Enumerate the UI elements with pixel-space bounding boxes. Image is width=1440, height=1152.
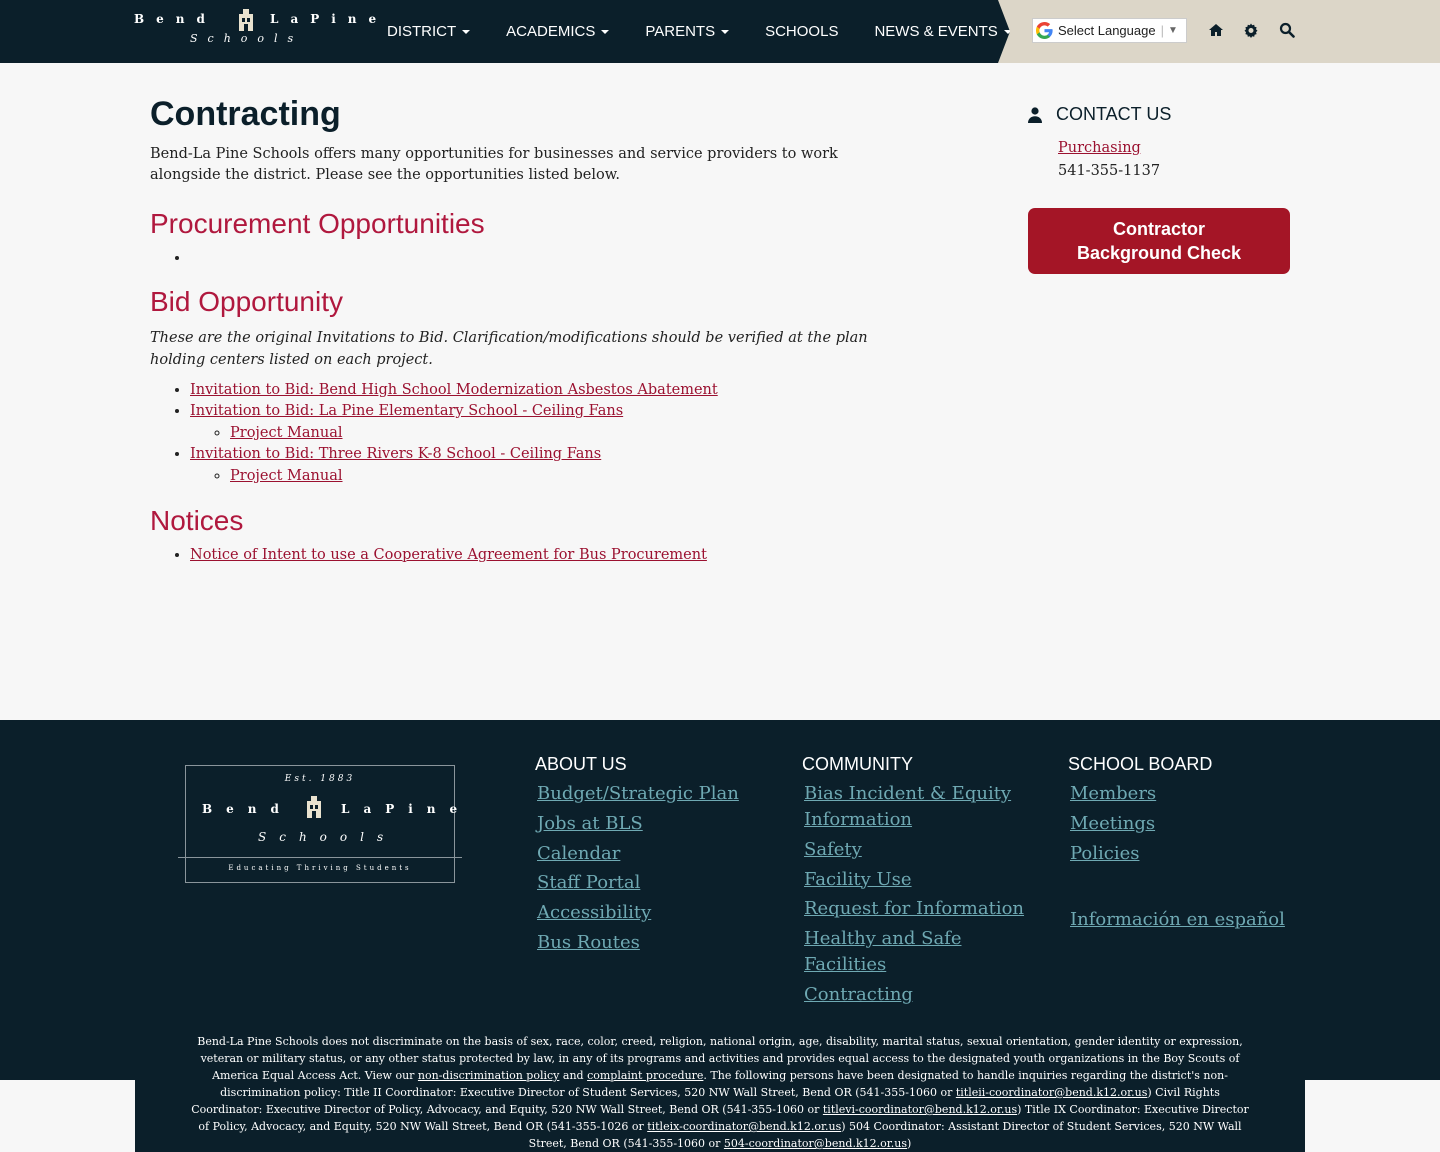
- list-item: [230, 466, 880, 488]
- disclaimer-text: ) Civil Rights Coordinator: Executive Director of Policy, Advocacy, and Equity, 520 NW Wall Street, Bend OR (541-355-1060 or: [191, 1086, 1220, 1116]
- disclaimer-text: Bend-La Pine Schools does not discriminate on the basis of sex, race, color, creed, religion, national origin, age, disability, marital status, sexual orientation, gender identity or expression, veteran or military status, or any other status protected by law, in any of its programs and activities and provides equal access to the designated youth organizations in the Boy Scouts of America Equal Access Act. View our: [197, 1035, 1243, 1082]
- nav-label: PARENTS: [645, 23, 716, 40]
- logo-word-lapine: LaPine: [270, 12, 389, 26]
- procurement-heading: Procurement Opportunities: [150, 208, 485, 239]
- search-icon[interactable]: [1279, 22, 1295, 38]
- main-nav: [387, 0, 1048, 63]
- bid-heading: Bid Opportunity: [150, 285, 343, 317]
- language-label: Select Language: [1058, 23, 1156, 38]
- footer-link-spanish[interactable]: Información en español: [1070, 908, 1285, 930]
- main-content: [150, 90, 880, 567]
- disclaimer-text: ): [907, 1137, 912, 1150]
- footer-link-safety[interactable]: Safety: [804, 838, 862, 860]
- caret-down-icon: [601, 30, 609, 34]
- intro-text: Bend-La Pine Schools offers many opportunities for businesses and service providers to work alongside the district. Please see the opportunities listed below.: [150, 146, 838, 183]
- logo-divider: [178, 857, 462, 858]
- logo-word-schools: Schools: [190, 32, 304, 45]
- contact-heading: [1028, 104, 1290, 125]
- notice-link-bus-procurement[interactable]: Notice of Intent to use a Cooperative Agreement for Bus Procurement: [190, 547, 707, 563]
- nav-label: ACADEMICS: [506, 23, 596, 40]
- logo-word-schools: Schools: [258, 830, 397, 844]
- list-item-empty: [190, 248, 880, 270]
- notices-heading: Notices: [150, 505, 244, 536]
- project-manual-link[interactable]: Project Manual: [230, 467, 343, 484]
- footer-link-members[interactable]: Members: [1070, 783, 1157, 804]
- footer-link-contracting[interactable]: Contracting: [804, 983, 913, 1005]
- nav-district[interactable]: [387, 23, 470, 40]
- disclaimer-text: . The following persons have been designated to handle inquiries regarding the district's non-discrimination policy: Title II Coordinator: Executive Director of Student Services, 520 NW Wall Street, Bend OR (541-355-1060 or: [220, 1069, 1228, 1099]
- logo-established: Est. 1883: [284, 774, 356, 784]
- logo-word-bend: Bend: [202, 802, 293, 816]
- footer-link-facility-use[interactable]: Facility Use: [804, 868, 912, 890]
- list-item: [230, 423, 880, 445]
- bid-link-bend-high[interactable]: Invitation to Bid: Bend High School Modernization Asbestos Abatement: [190, 381, 718, 398]
- footer-logo[interactable]: [185, 765, 472, 883]
- sub-list: [230, 423, 880, 445]
- footer-heading-about: ABOUT US: [535, 754, 627, 774]
- nav-label: SCHOOLS: [765, 23, 839, 40]
- logo-tagline: Educating Thriving Students: [228, 864, 412, 872]
- language-select[interactable]: [1032, 18, 1187, 43]
- contractor-background-check-button[interactable]: [1028, 208, 1290, 274]
- non-discrimination-statement: [185, 1033, 1255, 1152]
- tower-icon: [236, 9, 256, 31]
- footer-heading-community: COMMUNITY: [802, 754, 913, 774]
- bid-list: [190, 380, 880, 488]
- bid-link-three-rivers[interactable]: Invitation to Bid: Three Rivers K-8 School - Ceiling Fans: [190, 446, 602, 462]
- logo-word-bend: Bend: [134, 12, 217, 26]
- sidebar: [1028, 104, 1290, 274]
- dropdown-arrow-icon: ▼: [1167, 25, 1178, 36]
- gear-icon[interactable]: [1243, 22, 1259, 38]
- disclaimer-text: ) 504 Coordinator: Assistant Director of Student Services, 520 NW Wall Street, Bend OR (541-355-1060 or: [528, 1120, 1242, 1150]
- procurement-list: [190, 248, 880, 270]
- list-item: [190, 444, 880, 487]
- footer-link-meetings[interactable]: Meetings: [1070, 812, 1156, 834]
- footer-column-about: [535, 753, 739, 960]
- list-item: [190, 380, 880, 402]
- nav-schools[interactable]: [765, 23, 838, 40]
- footer-column-community: [802, 753, 1034, 1012]
- language-divider: |: [1160, 23, 1164, 38]
- logo-word-lapine: LaPine: [341, 802, 472, 816]
- nav-label: NEWS & EVENTS: [874, 23, 998, 40]
- site-logo[interactable]: [132, 8, 389, 54]
- footer-link-request-info[interactable]: Request for Information: [804, 898, 1025, 920]
- title-ii-email-link[interactable]: titleii-coordinator@bend.k12.or.us: [955, 1086, 1148, 1099]
- footer-link-staff-portal[interactable]: Staff Portal: [537, 872, 641, 894]
- nav-news-events[interactable]: [874, 23, 1011, 40]
- footer-link-bias-incident[interactable]: Bias Incident & Equity Information: [804, 783, 1012, 830]
- caret-down-icon: [462, 30, 470, 34]
- user-icon: [1028, 107, 1042, 123]
- bid-link-la-pine-elementary[interactable]: Invitation to Bid: La Pine Elementary School - Ceiling Fans: [190, 403, 624, 419]
- page-title: Contracting: [150, 95, 341, 133]
- list-item: [190, 401, 880, 444]
- footer-column-school-board: [1068, 753, 1285, 936]
- title-vi-email-link[interactable]: titlevi-coordinator@bend.k12.or.us: [822, 1103, 1018, 1116]
- project-manual-link[interactable]: Project Manual: [230, 424, 343, 441]
- nav-label: DISTRICT: [387, 23, 457, 40]
- list-item: [190, 545, 880, 567]
- title-ix-email-link[interactable]: titleix-coordinator@bend.k12.or.us: [647, 1120, 842, 1133]
- non-discrimination-policy-link[interactable]: non-discrimination policy: [417, 1069, 560, 1082]
- tower-icon: [304, 796, 324, 818]
- button-label: Contractor Background Check: [1076, 219, 1242, 263]
- purchasing-link[interactable]: Purchasing: [1058, 140, 1141, 156]
- footer-link-jobs[interactable]: Jobs at BLS: [537, 812, 643, 834]
- disclaimer-text: and: [562, 1069, 584, 1082]
- sub-list: [230, 466, 880, 488]
- contact-phone: 541-355-1137: [1058, 163, 1161, 179]
- footer-heading-school-board: SCHOOL BOARD: [1068, 754, 1213, 774]
- contact-heading-label: CONTACT US: [1056, 104, 1172, 124]
- notices-list: [190, 545, 880, 567]
- footer-link-healthy-facilities[interactable]: Healthy and Safe Facilities: [804, 928, 962, 976]
- disclaimer-text: ) Title IX Coordinator: Executive Director of Policy, Advocacy, and Equity, 520 NW Wall Street, Bend OR (541-355-1026 or: [198, 1103, 1249, 1133]
- footer-link-policies[interactable]: Policies: [1070, 842, 1140, 864]
- google-icon: [1036, 22, 1053, 39]
- footer-link-calendar[interactable]: Calendar: [537, 842, 621, 864]
- footer-link-budget[interactable]: Budget/Strategic Plan: [537, 783, 739, 804]
- section-504-email-link[interactable]: 504-coordinator@bend.k12.or.us: [723, 1137, 908, 1150]
- footer-link-bus-routes[interactable]: Bus Routes: [537, 931, 640, 953]
- bid-note: These are the original Invitations to Bid. Clarification/modifications should be verified at the plan holding centers listed on each project.: [150, 329, 868, 368]
- nav-parents[interactable]: [645, 23, 729, 40]
- footer-link-accessibility[interactable]: Accessibility: [537, 902, 652, 924]
- caret-down-icon: [721, 30, 729, 34]
- complaint-procedure-link[interactable]: complaint procedure: [587, 1069, 704, 1082]
- contact-details: [1058, 137, 1290, 183]
- nav-academics[interactable]: [506, 23, 609, 40]
- home-icon[interactable]: [1208, 22, 1224, 38]
